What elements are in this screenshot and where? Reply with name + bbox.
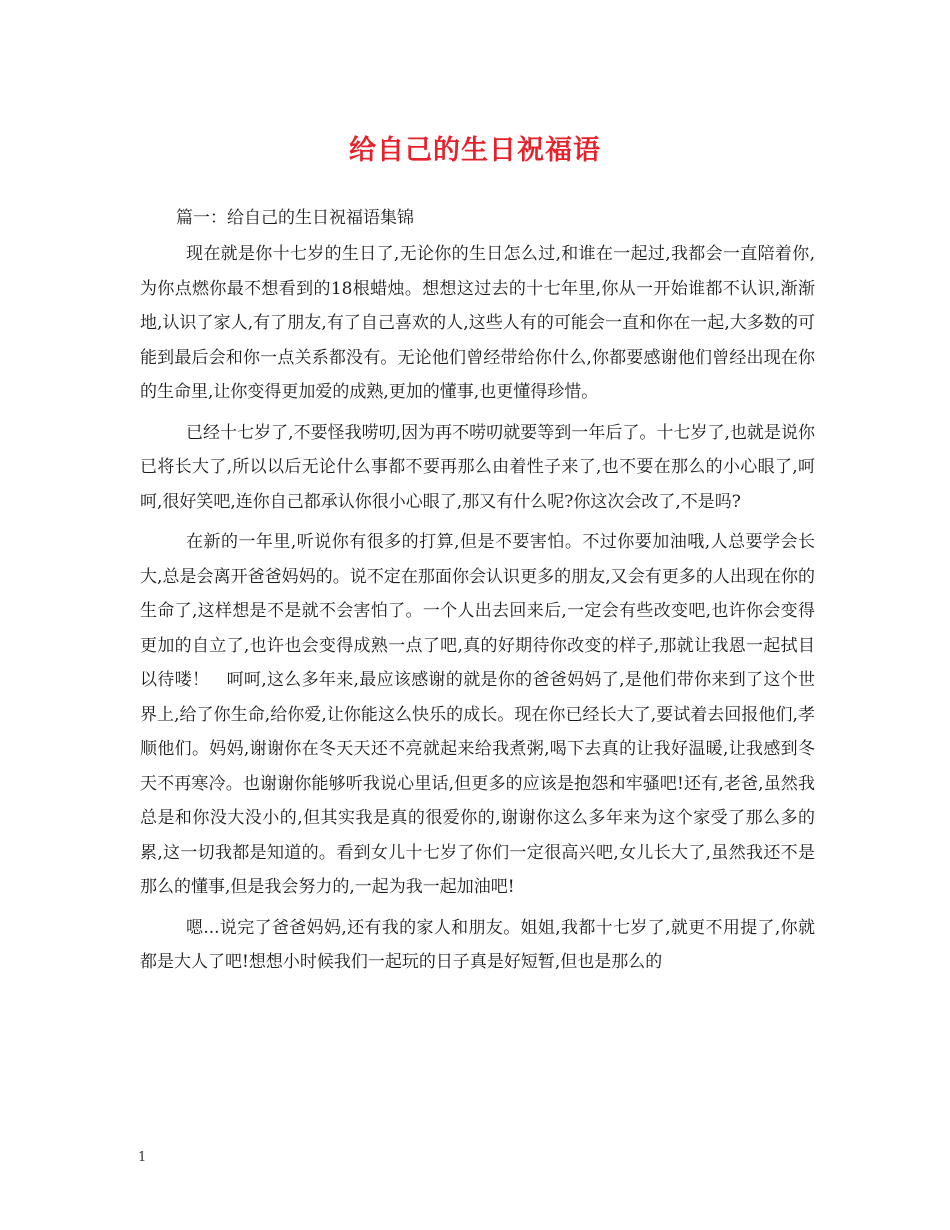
paragraph-1: 现在就是你十七岁的生日了,无论你的生日怎么过,和谁在一起过,我都会一直陪着你,为你点燃你最不想看到的18根蜡烛。想想这过去的十七年里,你从一开始谁都不认识,渐渐地,认识了家人,有了朋友,有了自己喜欢的人,这些人有的可能会一直和你在一起,大多数的可能到最后会和你一点关系都没有。无论他们曾经带给你什么,你都要感谢他们曾经出现在你的生命里,让你变得更加爱的成熟,更加的懂事,也更懂得珍惜。 (140, 244, 815, 402)
paragraph-4: 嗯...说完了爸爸妈妈,还有我的家人和朋友。姐姐,我都十七岁了,就更不用提了,你就都是大人了吧!想想小时候我们一起玩的日子真是好短暂,但也是那么的 (140, 917, 815, 972)
document-title: 给自己的生日祝福语 (349, 135, 601, 166)
paragraph-2: 已经十七岁了,不要怪我唠叨,因为再不唠叨就要等到一年后了。十七岁了,也就是说你已将长大了,所以以后无论什么事都不要再那么由着性子来了,也不要在那么的小心眼了,呵呵,很好笑吧,连你自己都承认你很小心眼了,那又有什么呢?你这次会改了,不是吗? (140, 422, 815, 512)
document-body (140, 203, 815, 986)
section-heading: 篇一：给自己的生日祝福语集锦 (176, 208, 414, 228)
page-number: 1 (138, 1150, 147, 1165)
paragraph-3: 在新的一年里,听说你有很多的打算,但是不要害怕。不过你要加油哦,人总要学会长大,总是会离开爸爸妈妈的。说不定在那面你会认识更多的朋友,又会有更多的人出现在你的生命了,这样想是不是就不会害怕了。一个人出去回来后,一定会有些改变吧,也许你会变得更加的自立了,也许也会变得成熟一点了吧,真的好期待你改变的样子,那就让我恩一起拭目以待喽！ 呵呵,这么多年来,最应该感谢的就是你的爸爸妈妈了,是他们带你来到了这个世界上,给了你生命,给你爱,让你能这么快乐的成长。现在你已经长大了,要试着去回报他们,孝顺他们。妈妈,谢谢你在冬天天还不亮就起来给我煮粥,喝下去真的让我好温暖,让我感到冬天不再寒冷。也谢谢你能够听我说心里话,但更多的应该是抱怨和牢骚吧!还有,老爸,虽然我总是和你没大没小的,但其实我是真的很爱你的,谢谢你这么多年来为这个家受了那么多的累,这一切我都是知道的。看到女儿十七岁了你们一定很高兴吧,女儿长大了,虽然我还不是那么的懂事,但是我会努力的,一起为我一起加油吧! (140, 532, 815, 897)
